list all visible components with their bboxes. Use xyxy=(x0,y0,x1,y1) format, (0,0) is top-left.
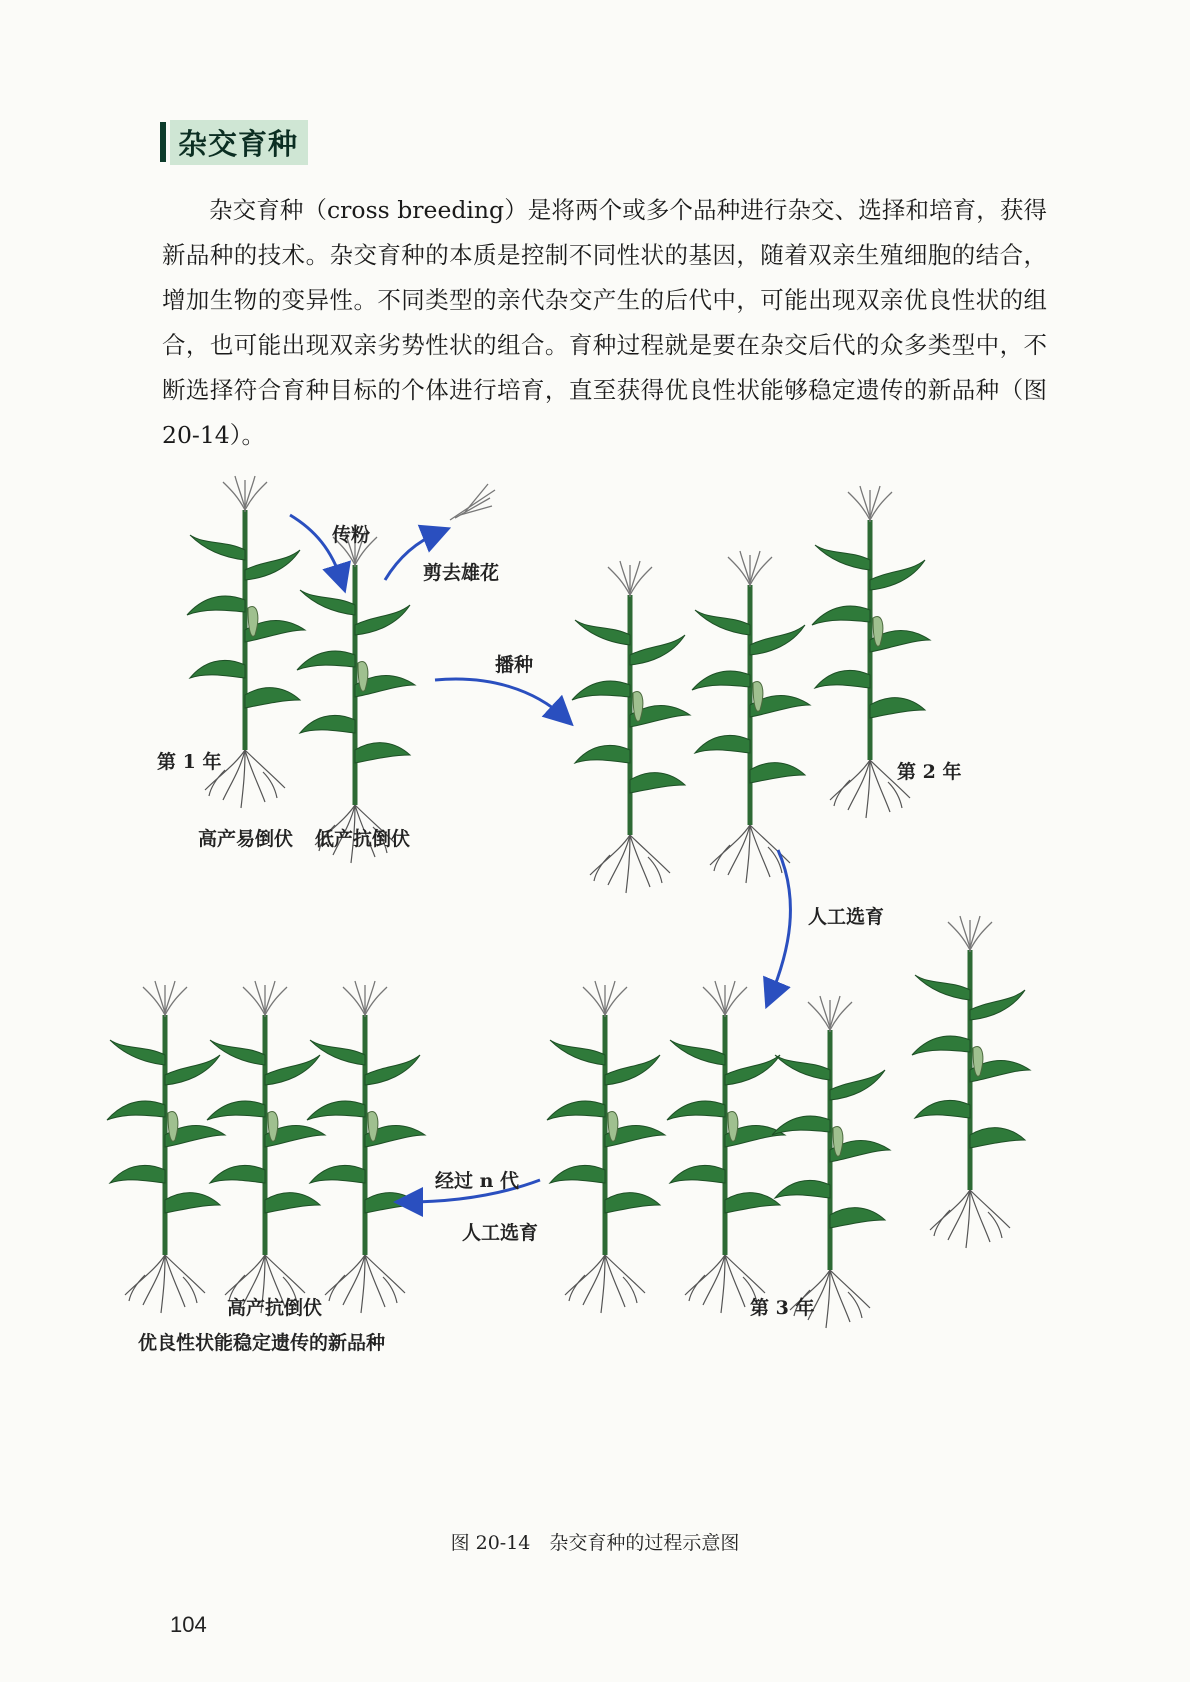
corn-plant-gen3-b xyxy=(667,981,785,1313)
section-heading xyxy=(160,120,308,164)
figure-caption: 图 20-14 杂交育种的过程示意图 xyxy=(450,1532,740,1554)
label-parent-a: 高产易倒伏 xyxy=(198,828,294,850)
cut-tassel-icon xyxy=(450,484,495,520)
body-paragraph xyxy=(162,188,1047,458)
label-year3: 第 3 年 xyxy=(750,1297,815,1319)
paragraph-text: 杂交育种（cross breeding）是将两个或多个品种进行杂交、选择和培育，获得新品种的技术。杂交育种的本质是控制不同性状的基因，随着双亲生殖细胞的结合，增加生物的变异性。不同类型的亲代杂交产生的后代中，可能出现双亲优良性状的组合，也可能出现双亲劣势性状的组合。育种过程就是要在杂交后代的众多类型中，不断选择符合育种目标的个体进行培育，直至获得优良性状能够稳定遗传的新品种（图 20-14）。 xyxy=(162,196,1047,449)
corn-plant-gen2-b xyxy=(692,551,810,883)
label-cut-tassel: 剪去雄花 xyxy=(423,562,500,584)
corn-plant-final-a xyxy=(107,981,225,1313)
heading-bar xyxy=(160,122,166,162)
label-after-n-generations: 经过 n 代 xyxy=(435,1170,520,1192)
label-pollination: 传粉 xyxy=(332,524,371,546)
figure-illustration xyxy=(110,490,1110,1560)
corn-plant-final-c xyxy=(307,981,425,1313)
label-result-line1: 高产抗倒伏 xyxy=(227,1297,323,1319)
corn-plant-gen3-c xyxy=(772,996,890,1328)
selection-arrow xyxy=(770,850,790,998)
section-title: 杂交育种 xyxy=(170,120,308,165)
corn-plant-final-b xyxy=(207,981,325,1313)
label-artificial-selection: 人工选育 xyxy=(808,906,885,928)
label-year2: 第 2 年 xyxy=(897,761,962,783)
corn-plant-parent-b xyxy=(297,531,415,863)
corn-plant-gen2-a xyxy=(572,561,690,893)
label-result-line2: 优良性状能稳定遗传的新品种 xyxy=(138,1332,386,1354)
label-sowing: 播种 xyxy=(495,654,534,676)
label-artificial-selection-2: 人工选育 xyxy=(462,1222,539,1244)
corn-plant-gen3-a xyxy=(547,981,665,1313)
breeding-figure xyxy=(110,490,1110,1560)
label-parent-b: 低产抗倒伏 xyxy=(315,828,411,850)
corn-plant-gen3-d xyxy=(912,916,1030,1248)
sowing-arrow xyxy=(435,679,565,718)
page-number: 104 xyxy=(170,1612,207,1637)
label-year1: 第 1 年 xyxy=(157,751,222,773)
